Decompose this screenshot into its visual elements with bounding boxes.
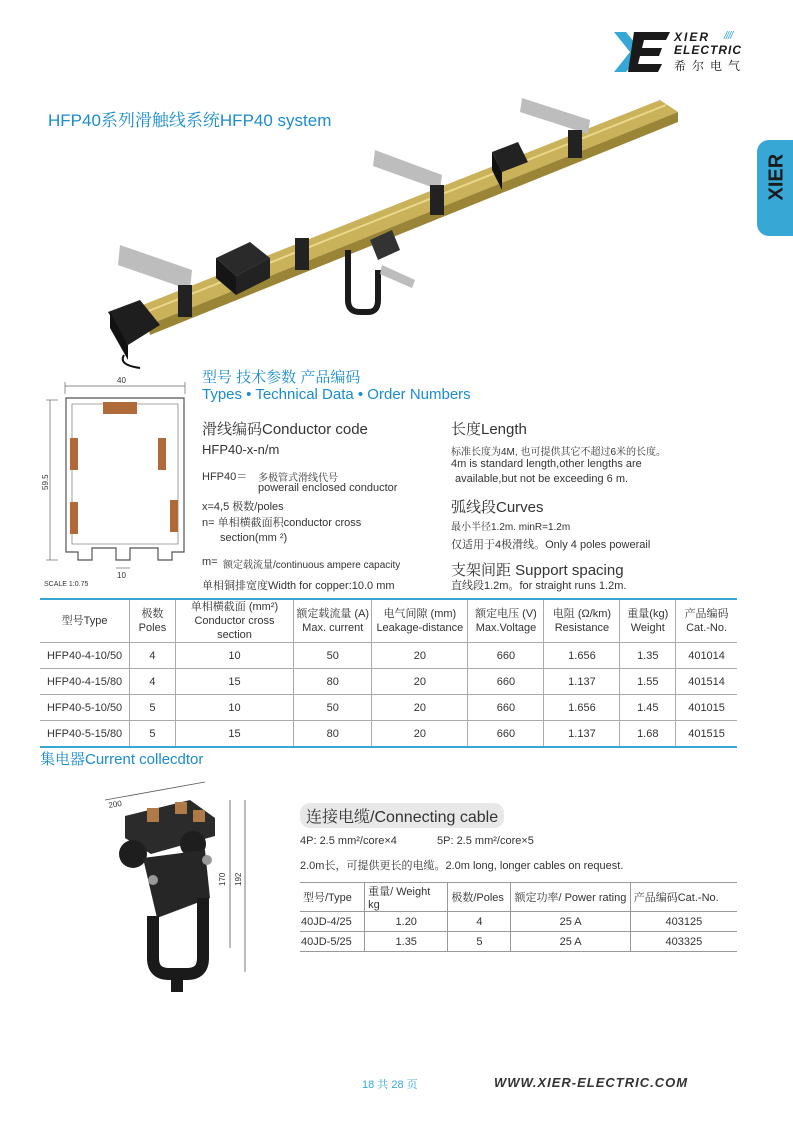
cell-weight: 1.45 [620,695,676,721]
col-header-cat-no: 产品编码 Cat.-No. [676,599,737,643]
cell-cat-no: 401015 [676,695,737,721]
cell-cat-no: 401515 [676,721,737,748]
table-row [300,932,737,952]
cell-voltage: 660 [468,721,544,748]
logo-text-cn: 希尔电气 [674,59,747,73]
section-heading-en: Types • Technical Data • Order Numbers [202,386,471,403]
cable-spec-5p: 5P: 2.5 mm²/core×5 [437,835,534,847]
col-header-weight: 重量(kg) Weight [620,599,676,643]
curves-line-2: 仅适用于4极滑线。Only 4 poles powerail [451,539,651,551]
m-label: m= [202,556,218,568]
cell-cross-section: 10 [175,695,294,721]
cell-poles: 5 [448,932,511,952]
table-row [40,669,737,695]
cell-current: 50 [294,695,372,721]
hfp40-desc-en: powerail enclosed conductor [258,482,398,494]
dim-width-label: 40 [117,376,126,385]
table-row [40,643,737,669]
dim-192-label: 192 [234,872,243,886]
col-header-leakage: 电气间隙 (mm) Leakage-distance [372,599,468,643]
cell-poles: 4 [130,643,176,669]
length-heading: 长度Length [451,421,527,438]
cell-poles: 4 [448,912,511,932]
cell-type: HFP40-4-15/80 [40,669,130,695]
curves-line-1: 最小半径1.2m. minR=1.2m [451,522,571,533]
cell-leakage: 20 [372,643,468,669]
logo-slashes: //// [724,30,733,42]
col-header-weight: 重量/ Weight kg [365,883,448,912]
cell-voltage: 660 [468,669,544,695]
cell-cat-no: 403325 [630,932,737,952]
logo-text-xier: XIER [674,30,711,44]
table-header-row [300,883,737,912]
page-title: HFP40系列滑触线系统HFP40 system [48,111,332,130]
cell-resistance: 1.137 [544,669,620,695]
logo-text-electric: ELECTRIC [674,43,742,57]
hfp40-desc-cn: 多极管式滑线代号 [258,473,338,484]
cell-type: 40JD-4/25 [300,912,365,932]
cell-cross-section: 15 [175,669,294,695]
brand-logo [612,30,762,74]
col-header-type: 型号/Type [300,883,365,912]
cell-weight: 1.20 [365,912,448,932]
cell-voltage: 660 [468,695,544,721]
cell-cross-section: 10 [175,643,294,669]
cell-current: 80 [294,721,372,748]
hfp40-label: HFP40＝ [202,471,248,483]
copper-width: 单相铜排宽度Width for copper:10.0 mm [202,580,395,592]
dim-bottom-label: 10 [117,571,126,580]
side-tab [757,140,793,236]
cell-power: 25 A [511,932,630,952]
col-header-type: 型号Type [40,599,130,643]
cell-leakage: 20 [372,695,468,721]
cell-leakage: 20 [372,669,468,695]
dim-height-label: 59.5 [41,474,50,490]
cell-type: HFP40-4-10/50 [40,643,130,669]
cell-type: HFP40-5-10/50 [40,695,130,721]
cell-resistance: 1.137 [544,721,620,748]
col-header-poles: 极数/Poles [448,883,511,912]
col-header-voltage: 额定电压 (V) Max.Voltage [468,599,544,643]
cell-resistance: 1.656 [544,695,620,721]
curves-heading: 弧线段Curves [451,499,544,516]
table-row [300,912,737,932]
technical-data-table [40,598,737,748]
col-header-cat-no: 产品编码Cat.-No. [630,883,737,912]
cell-cross-section: 15 [175,721,294,748]
cell-cat-no: 401014 [676,643,737,669]
collector-title: 集电器Current collecdtor [40,751,204,768]
cell-resistance: 1.656 [544,643,620,669]
cross-section-line: n= 单相横截面积conductor cross [202,517,362,529]
support-heading: 支架间距 Support spacing [451,562,624,579]
m-desc: 额定载流量/continuous ampere capacity [223,560,401,571]
col-header-current: 额定载流量 (A) Max. current [294,599,372,643]
cell-voltage: 660 [468,643,544,669]
scale-label: SCALE 1:0.75 [44,581,89,588]
powerail-illustration [100,90,680,370]
cell-poles: 5 [130,695,176,721]
col-header-resistance: 电阻 (Ω/km) Resistance [544,599,620,643]
length-cn: 标准长度为4M, 也可提供其它不超过6米的长度。 [451,447,667,458]
table-header-row [40,599,737,643]
cell-poles: 5 [130,721,176,748]
cell-cat-no: 403125 [630,912,737,932]
cable-note: 2.0m长，可提供更长的电缆。2.0m long, longer cables on request. [300,860,624,872]
length-en-2: available,but not be exceeding 6 m. [455,473,629,485]
cell-weight: 1.68 [620,721,676,748]
side-tab-label: XIER [765,153,788,201]
cell-cat-no: 401514 [676,669,737,695]
cross-section-drawing [40,372,195,592]
table-row [40,721,737,748]
col-header-poles: 极数 Poles [130,599,176,643]
length-en-1: 4m is standard length,other lengths are [451,458,642,470]
cell-power: 25 A [511,912,630,932]
cell-leakage: 20 [372,721,468,748]
page-number: 18 共 28 页 [362,1079,418,1091]
poles-line: x=4,5 极数/poles [202,501,284,513]
collector-table [300,882,737,952]
cable-heading: 连接电缆/Connecting cable [300,803,504,828]
dim-170-label: 170 [218,872,227,886]
dim-top-label: 200 [107,798,123,810]
table-row [40,695,737,721]
cross-section-line-2: section(mm ²) [220,532,288,544]
cell-type: 40JD-5/25 [300,932,365,952]
cell-weight: 1.35 [365,932,448,952]
support-line: 直线段1.2m。for straight runs 1.2m. [451,580,627,592]
conductor-code: HFP40-x-n/m [202,442,280,457]
collector-illustration [95,778,265,1003]
conductor-heading: 滑线编码Conductor code [202,421,368,438]
cell-current: 80 [294,669,372,695]
col-header-power: 额定功率/ Power rating [511,883,630,912]
cell-poles: 4 [130,669,176,695]
cell-weight: 1.35 [620,643,676,669]
cell-current: 50 [294,643,372,669]
col-header-cross-section: 单相横截面 (mm²) Conductor cross section [175,599,294,643]
logo-mark-icon [612,30,672,74]
cell-weight: 1.55 [620,669,676,695]
website-url: WWW.XIER-ELECTRIC.COM [494,1075,689,1090]
cell-type: HFP40-5-15/80 [40,721,130,748]
section-heading-cn: 型号 技术参数 产品编码 [202,369,361,386]
cable-spec-4p: 4P: 2.5 mm²/core×4 [300,835,397,847]
